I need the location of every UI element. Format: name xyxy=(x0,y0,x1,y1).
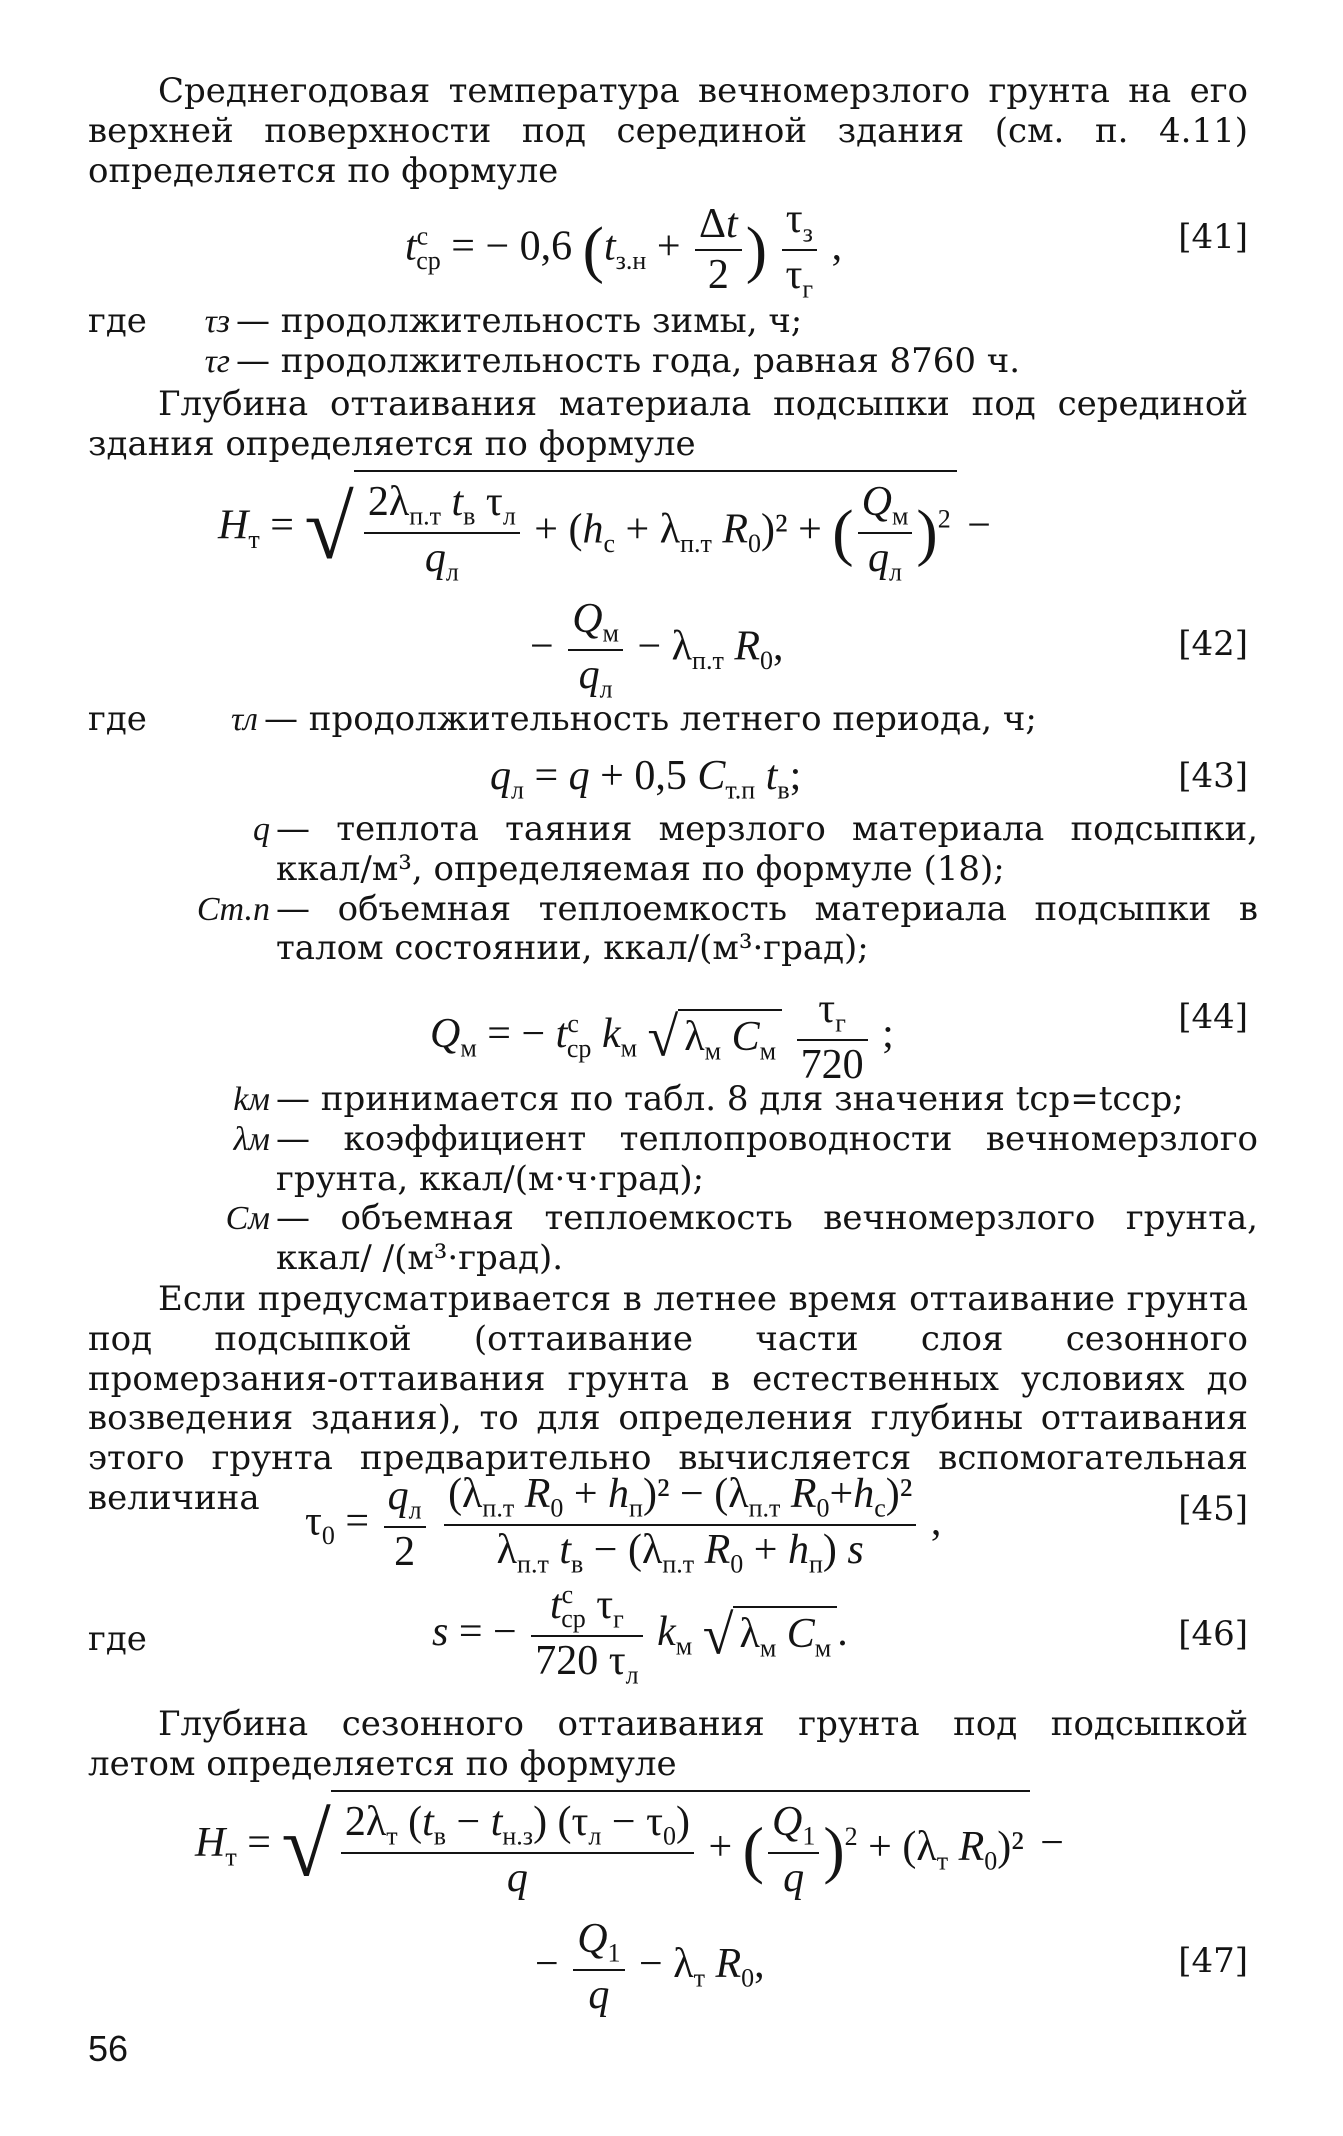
formula-42-line2: − $\frac{Q_м}{q_л}$ − $\lambda_{п.т}$ $R_0$, xyxy=(530,596,784,704)
definitions-44: kм — принимается по табл. 8 для значения tср=tсср; λм — коэффициент теплопроводности вечномерзлого грунта, ккал/(м·ч·град); Cм — объемная теплоемкость вечномерзлого грунта, ккал/ /(м³·град). xyxy=(225,1079,1258,1279)
where-label-46: где xyxy=(88,1619,147,1659)
page-number: 56 xyxy=(88,2028,129,2069)
formula-47-line2: − $\frac{Q_1}{q}$ − $\lambda_т$ $R_0$, xyxy=(535,1916,765,2018)
paragraph-seasonal: Если предусматривается в летнее время оттаивание грунта под подсыпкой (оттаивание части слоя сезонного промерзания-оттаивания грунта в естественных условиях до возведения здания), то для определения глубины оттаивания этого грунта предварительно вычисляется вспомогательная величина xyxy=(88,1279,1248,1518)
formula-42-line1: $H_т$ = √ $\frac{2\lambda_{п.т} t_в \tau_л}{q_л}$ + ($h_с + \lambda_{п.т}$ $R_0)^2$ + ( $\frac{Q_м}{q_л}$ )$^2$ − xyxy=(218,470,991,588)
equation-number-46: [46] xyxy=(1178,1614,1248,1654)
formula-46: s = − $\frac{t^c_{ср} \tau_г}{720 \tau_л}$ $k_м$ √ $\lambda_м$ $C_м$ . xyxy=(432,1580,848,1690)
equation-number-47: [47] xyxy=(1178,1941,1248,1981)
equation-number-45: [45] xyxy=(1178,1489,1248,1529)
equation-number-44: [44] xyxy=(1178,997,1248,1037)
formula-41: $t^c_{ср}$ = − 0,6 ($t_{з.н}$ + $\frac{\Delta t}{2}$ ) $\frac{\tau_з}{\tau_г}$ , xyxy=(405,196,843,304)
definitions-41: где τз — продолжительность зимы, ч; τг — продолжительность года, равная 8760 ч. xyxy=(88,301,1021,381)
formula-44: $Q_м$ = − $t^c_{ср}$ $k_м$ √ $\lambda_м$ $C_м$ $\frac{\tau_г}{720}$ ; xyxy=(430,986,894,1088)
definition-tau-l: где τл — продолжительность летнего периода, ч; xyxy=(88,699,1037,739)
formula-43: $q_л = q + 0,5$ $C_{т.п}$ $t_в$; xyxy=(490,753,802,805)
definitions-43: q — теплота таяния мерзлого материала подсыпки, ккал/м³, определяемая по формуле (18); Cт.п — объемная теплоемкость материала подсыпки в талом состоянии, ккал/(м³·град); xyxy=(196,809,1258,969)
paragraph-thaw-depth: Глубина оттаивания материала подсыпки под серединой здания определяется по формуле xyxy=(88,384,1248,464)
formula-47-line1: $H_т$ = √ $\frac{2\lambda_т (t_в - t_{н.з}) (\tau_л - \tau_0)}{q}$ + ( $\frac{Q_1}{q}$ )$^2 + (\lambda_т$ $R_0)^2$ − xyxy=(195,1790,1064,1903)
formula-45: $\tau_0$ = $\frac{q_л}{2}$ $\frac{(\lambda_{п.т} R_0 + h_п)^2 - (\lambda_{п.т} R_0+h_с)^2}{\lambda_{п.т} t_в - (\lambda_{п.т} R_0 + h_п) s}$ , xyxy=(305,1471,942,1579)
equation-number-41: [41] xyxy=(1178,217,1248,257)
equation-number-42: [42] xyxy=(1178,624,1248,664)
equation-number-43: [43] xyxy=(1178,756,1248,796)
where-label: где xyxy=(88,301,147,341)
paragraph-summer-thaw: Глубина сезонного оттаивания грунта под подсыпкой летом определяется по формуле xyxy=(88,1704,1248,1784)
paragraph-intro: Среднегодовая температура вечномерзлого грунта на его верхней поверхности под серединой здания (см. п. 4.11) определяется по формуле xyxy=(88,71,1248,191)
